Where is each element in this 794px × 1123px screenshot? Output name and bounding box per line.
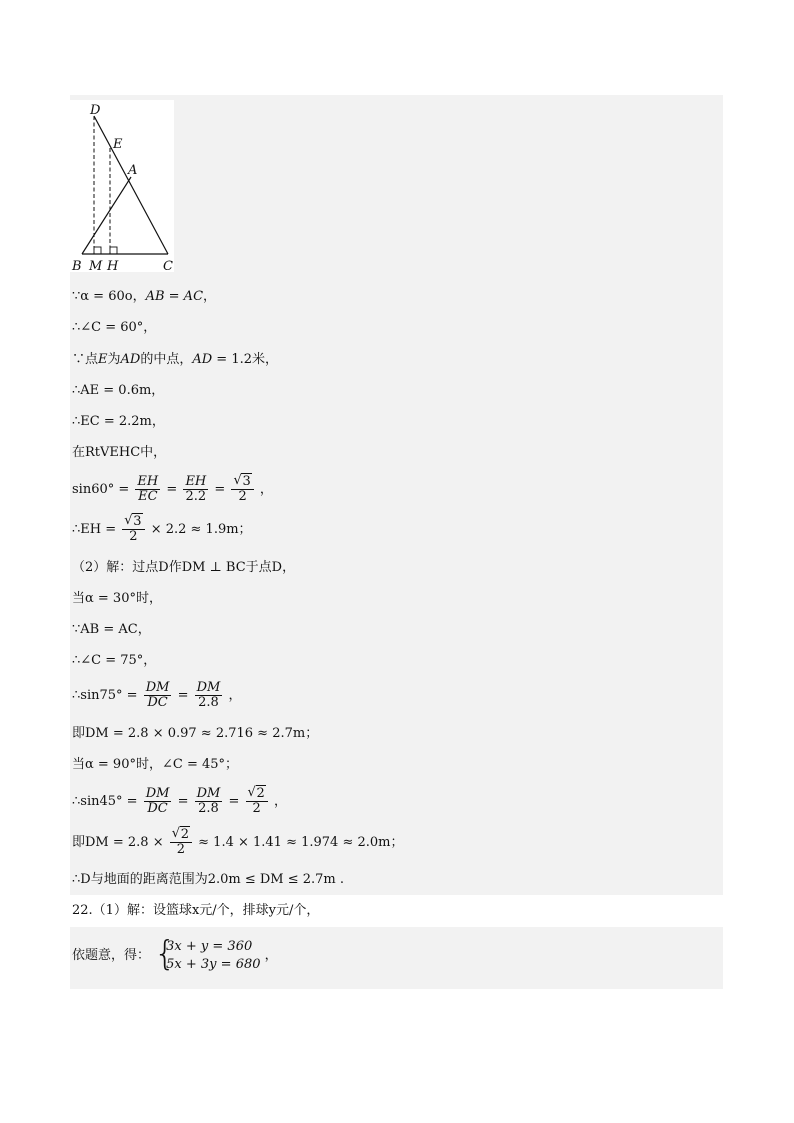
line-DC [94,116,168,254]
line-angle-c-60: ∴∠C = 60°， [72,320,157,335]
line-dm-20: 即DM = 2.8 × √ $\frac{2}{2}$ ≈ 1.4 × 1.41 ≈ 1.974 ≈ 2.0m； [72,828,722,857]
line-sin60: sin60° = $\frac{EH}{EC}$ = $\frac{EH}{2.2}$ = √ $\frac{3}{2}$ ， [72,475,722,504]
label-D: D [90,103,101,118]
label-H: H [107,259,119,272]
label-M: M [89,259,103,272]
label-E: E [113,137,123,152]
line-equation-system: 依题意，得： { 3x + y = 360 5x + 3y = 680 ， [72,934,278,974]
line-sin45: ∴sin45° = $\frac{DM}{DC}$ = $\frac{DM}{2.8}$ = √ $\frac{2}{2}$ ， [72,787,722,816]
line-angle-c-75: ∴∠C = 75°， [72,653,157,668]
line-midpoint: ∵点E为AD的中点，AD = 1.2米， [72,352,279,367]
right-angle-M [94,247,101,254]
fraction-eh-2-2: $\frac{EH}{2.2}$ [185,474,207,504]
fraction-dm-2-8: $\frac{DM}{2.8}$ [196,786,221,816]
line-ae: ∴AE = 0.6m， [72,383,165,398]
fraction-dm-dc: $\frac{DM}{DC}$ [145,680,170,710]
line-range: ∴D与地面的距离范围为2.0m ≤ DM ≤ 2.7m . [72,872,345,887]
right-angle-H [110,247,117,254]
label-A: A [128,163,138,178]
line-ec: ∴EC = 2.2m， [72,414,165,429]
line-eh-result: ∴EH = √ $\frac{3}{2}$ × 2.2 ≈ 1.9m； [72,515,722,544]
label-B: B [72,259,82,272]
triangle-figure [70,100,174,272]
line-alpha-90: 当α = 90°时，∠C = 45°； [72,757,239,772]
label-C: C [163,259,173,272]
fraction-eh-ec: $\frac{EH}{EC}$ [137,474,159,504]
fraction-sqrt2-2: √ $\frac{2}{2}$ [170,828,192,857]
fraction-sqrt3-2: √ $\frac{3}{2}$ [122,515,144,544]
line-alpha-60: ∵α = 60ο，AB = AC， [72,289,217,304]
line-rt-triangle: 在RtVEHC中， [72,445,167,460]
fraction-dm-2-8: $\frac{DM}{2.8}$ [196,680,221,710]
line-dm-27: 即DM = 2.8 × 0.97 ≈ 2.716 ≈ 2.7m； [72,726,319,741]
fraction-dm-dc: $\frac{DM}{DC}$ [145,786,170,816]
line-sin75: ∴sin75° = $\frac{DM}{DC}$ = $\frac{DM}{2.8}$ ， [72,680,242,710]
line-ab-ac: ∵AB = AC， [72,622,151,637]
line-q22-intro: 22.（1）解：设篮球x元/个，排球y元/个， [72,903,320,918]
line-part2-intro: （2）解：过点D作DM ⊥ BC于点D， [72,560,296,575]
fraction-sqrt2-2: √ $\frac{2}{2}$ [246,787,268,816]
equation-system: { 3x + y = 360 5x + 3y = 680 [154,934,261,974]
line-alpha-30: 当α = 30°时， [72,591,162,606]
fraction-sqrt3-2: √ $\frac{3}{2}$ [231,475,253,504]
line-BA [82,177,131,254]
